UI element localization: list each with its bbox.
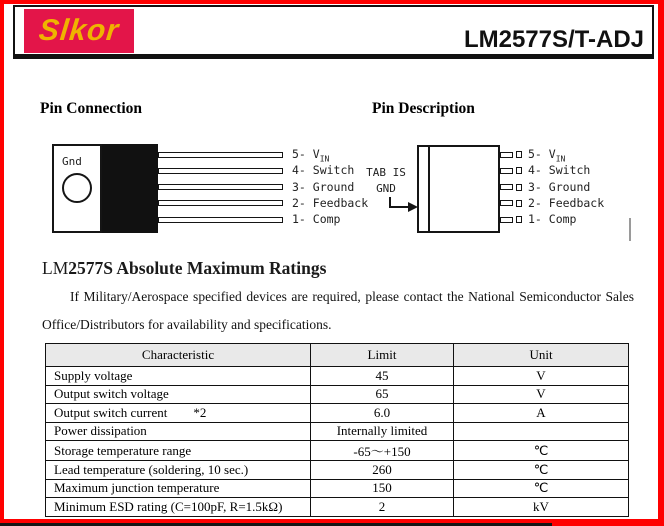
table-header-row	[46, 344, 629, 367]
pin-lead	[516, 151, 523, 158]
table-cell: Storage temperature range	[46, 441, 311, 461]
table-row	[46, 404, 629, 423]
pin-label-3: 3- Ground	[528, 179, 591, 194]
absolute-maximum-ratings-table	[45, 343, 629, 517]
to263-package	[417, 145, 500, 233]
pin-lead	[516, 167, 523, 174]
table-cell: V	[454, 367, 629, 386]
tab-arrow-horizontal	[389, 206, 410, 208]
pin-label-4: 4- Switch	[528, 163, 591, 178]
pin-label-1: 1- Comp	[292, 212, 341, 227]
table-row	[46, 461, 629, 480]
table-header-cell: Characteristic	[46, 344, 311, 367]
table-row	[46, 385, 629, 404]
paragraph-line-1: If Military/Aerospace specified devices are required, please contact the National Semiconductor Sales	[70, 289, 634, 304]
pin-lead	[158, 200, 283, 206]
page-border-right	[658, 0, 664, 526]
table-row	[46, 441, 629, 461]
to220-body	[102, 144, 158, 233]
table-cell	[454, 422, 629, 441]
page-border-top	[0, 0, 664, 4]
pin-label-2: 2- Feedback	[292, 195, 369, 210]
header-band	[13, 5, 654, 59]
tab-arrow-head-icon	[408, 202, 418, 212]
table-cell: ℃	[454, 479, 629, 498]
paragraph-line-2: Office/Distributors for availability and specifications.	[42, 317, 332, 332]
table-row	[46, 498, 629, 517]
tab-note-line2: GND	[376, 182, 396, 195]
table-cell: -65～+150	[311, 441, 454, 461]
page-title: LM2577S/T-ADJ	[463, 26, 644, 53]
pin-lead	[158, 184, 283, 190]
table-cell: ℃	[454, 461, 629, 480]
table-cell: Output switch current *2	[46, 404, 311, 423]
pin-lead	[500, 152, 513, 158]
to220-mounting-hole	[62, 173, 92, 203]
table-row	[46, 479, 629, 498]
table-cell: 65	[311, 385, 454, 404]
table-header-cell: Unit	[454, 344, 629, 367]
pin-label-2: 2- Feedback	[528, 195, 605, 210]
table-cell: Minimum ESD rating (C=100pF, R=1.5kΩ)	[46, 498, 311, 517]
pin-lead	[516, 216, 523, 223]
table-cell: ℃	[454, 441, 629, 461]
table-cell: V	[454, 385, 629, 404]
table-cell: 45	[311, 367, 454, 386]
table-cell: Maximum junction temperature	[46, 479, 311, 498]
table-row	[46, 422, 629, 441]
pin-label-5: 5- $V_{IN}$	[528, 147, 566, 164]
table-cell: Lead temperature (soldering, 10 sec.)	[46, 461, 311, 480]
pin-lead	[500, 217, 513, 223]
to220-gnd-label: Gnd	[62, 155, 82, 168]
pin-lead	[516, 200, 523, 207]
table-cell: 2	[311, 498, 454, 517]
table-cell: 6.0	[311, 404, 454, 423]
pin-connection-heading: Pin Connection	[40, 100, 143, 117]
slkor-logo-text: Slkor	[37, 14, 121, 47]
table-cell: kV	[454, 498, 629, 517]
pin-lead	[158, 152, 283, 158]
text-cursor-artifact	[629, 218, 631, 241]
tab-note-line1: TAB IS	[366, 166, 406, 179]
heading-prefix: LM	[42, 258, 69, 278]
table-cell: Supply voltage	[46, 367, 311, 386]
heading-main: 2577S Absolute Maximum Ratings	[68, 258, 327, 278]
tab-is-gnd-note	[360, 165, 412, 197]
pin-label-4: 4- Switch	[292, 163, 355, 178]
pin-label-1: 1- Comp	[528, 212, 577, 227]
ratings-paragraph	[42, 283, 634, 339]
slkor-logo	[24, 9, 134, 53]
table-header-cell: Limit	[311, 344, 454, 367]
table-cell: Power dissipation	[46, 422, 311, 441]
to263-tab-line	[428, 147, 430, 231]
absolute-maximum-ratings-heading	[42, 258, 326, 279]
table-cell: Internally limited	[311, 422, 454, 441]
table-cell: 150	[311, 479, 454, 498]
pin-description-heading: Pin Description	[372, 100, 475, 117]
page-border-left	[0, 0, 4, 526]
table-row	[46, 367, 629, 386]
pin-lead	[158, 217, 283, 223]
pin-label-5: 5- $V_{IN}$	[292, 147, 330, 164]
table-cell: 260	[311, 461, 454, 480]
pin-lead	[516, 184, 523, 191]
pin-lead	[158, 168, 283, 174]
pin-label-3: 3- Ground	[292, 179, 355, 194]
pin-lead	[500, 200, 513, 206]
table-cell: A	[454, 404, 629, 423]
pin-lead	[500, 184, 513, 190]
table-cell: Output switch voltage	[46, 385, 311, 404]
pin-lead	[500, 168, 513, 174]
